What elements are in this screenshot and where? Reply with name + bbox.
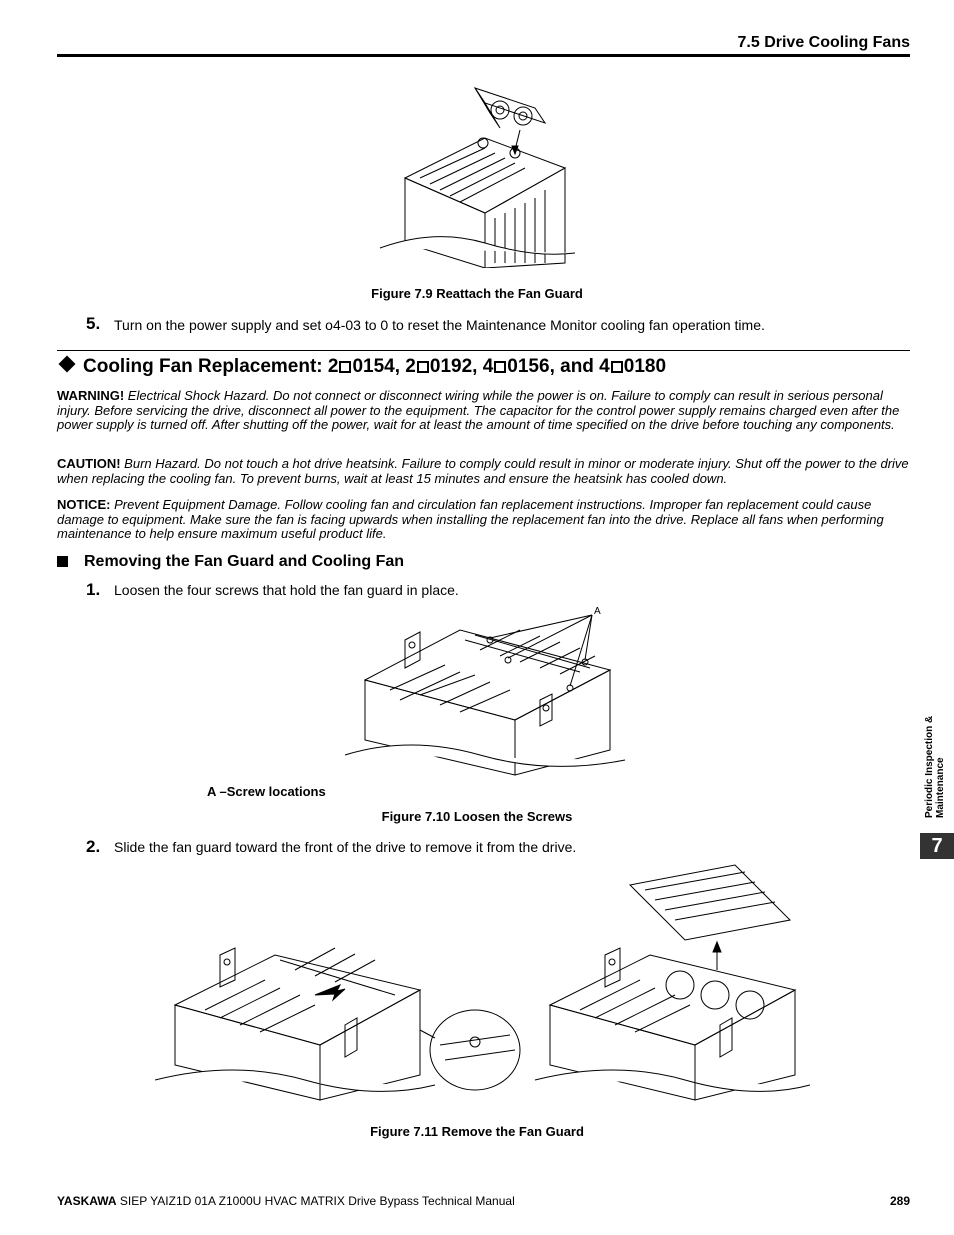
figure-7-10-illustration — [340, 600, 630, 780]
figure-7-10-legend: A –Screw locations — [207, 784, 326, 799]
warning-label: WARNING! — [57, 388, 125, 403]
model-placeholder-box-icon — [339, 361, 351, 373]
header-rule — [57, 54, 910, 57]
warning-text: Electrical Shock Hazard. Do not connect or disconnect wiring while the power is on. Failure to comply can result in serious personal injury. Before servicing the drive, disconnect all power to the equipment. The capacitor for the control power supply remains charged even after the power supply is turned off. After shutting off the power, wait for at least the amount of time specified on the drive before touching any components. — [57, 388, 900, 432]
step-1-text: Loosen the four screws that hold the fan guard in place. — [114, 582, 459, 598]
subsection-title-text: Removing the Fan Guard and Cooling Fan — [84, 553, 405, 570]
square-bullet-icon — [57, 556, 68, 567]
footer-manual-title — [57, 1194, 515, 1208]
model-placeholder-box-icon — [611, 361, 623, 373]
section-rule — [57, 350, 910, 351]
step-2-text: Slide the fan guard toward the front of the drive to remove it from the drive. — [114, 839, 577, 855]
footer-manual-name: SIEP YAIZ1D 01A Z1000U HVAC MATRIX Drive Bypass Technical Manual — [116, 1194, 515, 1208]
step-5-number: 5. — [86, 314, 101, 333]
figure-7-10-caption: Figure 7.10 Loosen the Screws — [381, 809, 573, 824]
notice-paragraph — [57, 498, 912, 542]
figure-7-11-illustration — [155, 860, 815, 1110]
figure-7-10-callout-a: A — [594, 606, 601, 617]
section-title-part: 0192, 4 — [429, 356, 494, 377]
notice-text: Prevent Equipment Damage. Follow cooling fan and circulation fan replacement instructions. Improper fan replacement could cause damage to equipment. Make sure the fan is facing upwards when installing the replacement fan into the drive. Replace all fans when performing maintenance to help ensure maximum useful product life. — [57, 497, 884, 541]
subsection-title — [57, 553, 404, 571]
figure-7-9-illustration — [375, 78, 575, 268]
caution-paragraph — [57, 457, 912, 486]
section-title-part: 0180 — [623, 356, 667, 377]
warning-paragraph — [57, 389, 912, 433]
step-2-number: 2. — [86, 837, 101, 856]
model-placeholder-box-icon — [494, 361, 506, 373]
footer-page-number: 289 — [889, 1194, 910, 1208]
diamond-bullet-icon — [59, 356, 76, 373]
chapter-side-tab-label: Periodic Inspection & Maintenance — [924, 715, 946, 818]
section-header-title: 7.5 Drive Cooling Fans — [737, 34, 910, 51]
model-placeholder-box-icon — [417, 361, 429, 373]
notice-label: NOTICE: — [57, 497, 111, 512]
section-title — [57, 356, 666, 378]
caution-text: Burn Hazard. Do not touch a hot drive heatsink. Failure to comply could result in minor or moderate injury. Shut off the power to the drive when replacing the cooling fan. To prevent burns, wait at least 15 minutes and ensure the heatsink has cooled down. — [57, 456, 909, 486]
caution-label: CAUTION! — [57, 456, 121, 471]
chapter-side-tab-number: 7 — [920, 833, 954, 859]
step-1-number: 1. — [86, 580, 101, 599]
section-title-part: Cooling Fan Replacement: 2 — [83, 356, 339, 377]
section-title-part: 0154, 2 — [352, 356, 416, 377]
figure-7-9-caption: Figure 7.9 Reattach the Fan Guard — [371, 286, 583, 301]
figure-7-11-caption: Figure 7.11 Remove the Fan Guard — [370, 1124, 584, 1139]
section-title-part: 0156, and 4 — [507, 356, 610, 377]
footer-brand: YASKAWA — [57, 1194, 117, 1208]
step-5-text: Turn on the power supply and set o4-03 to 0 to reset the Maintenance Monitor cooling fan operation time. — [114, 317, 765, 333]
